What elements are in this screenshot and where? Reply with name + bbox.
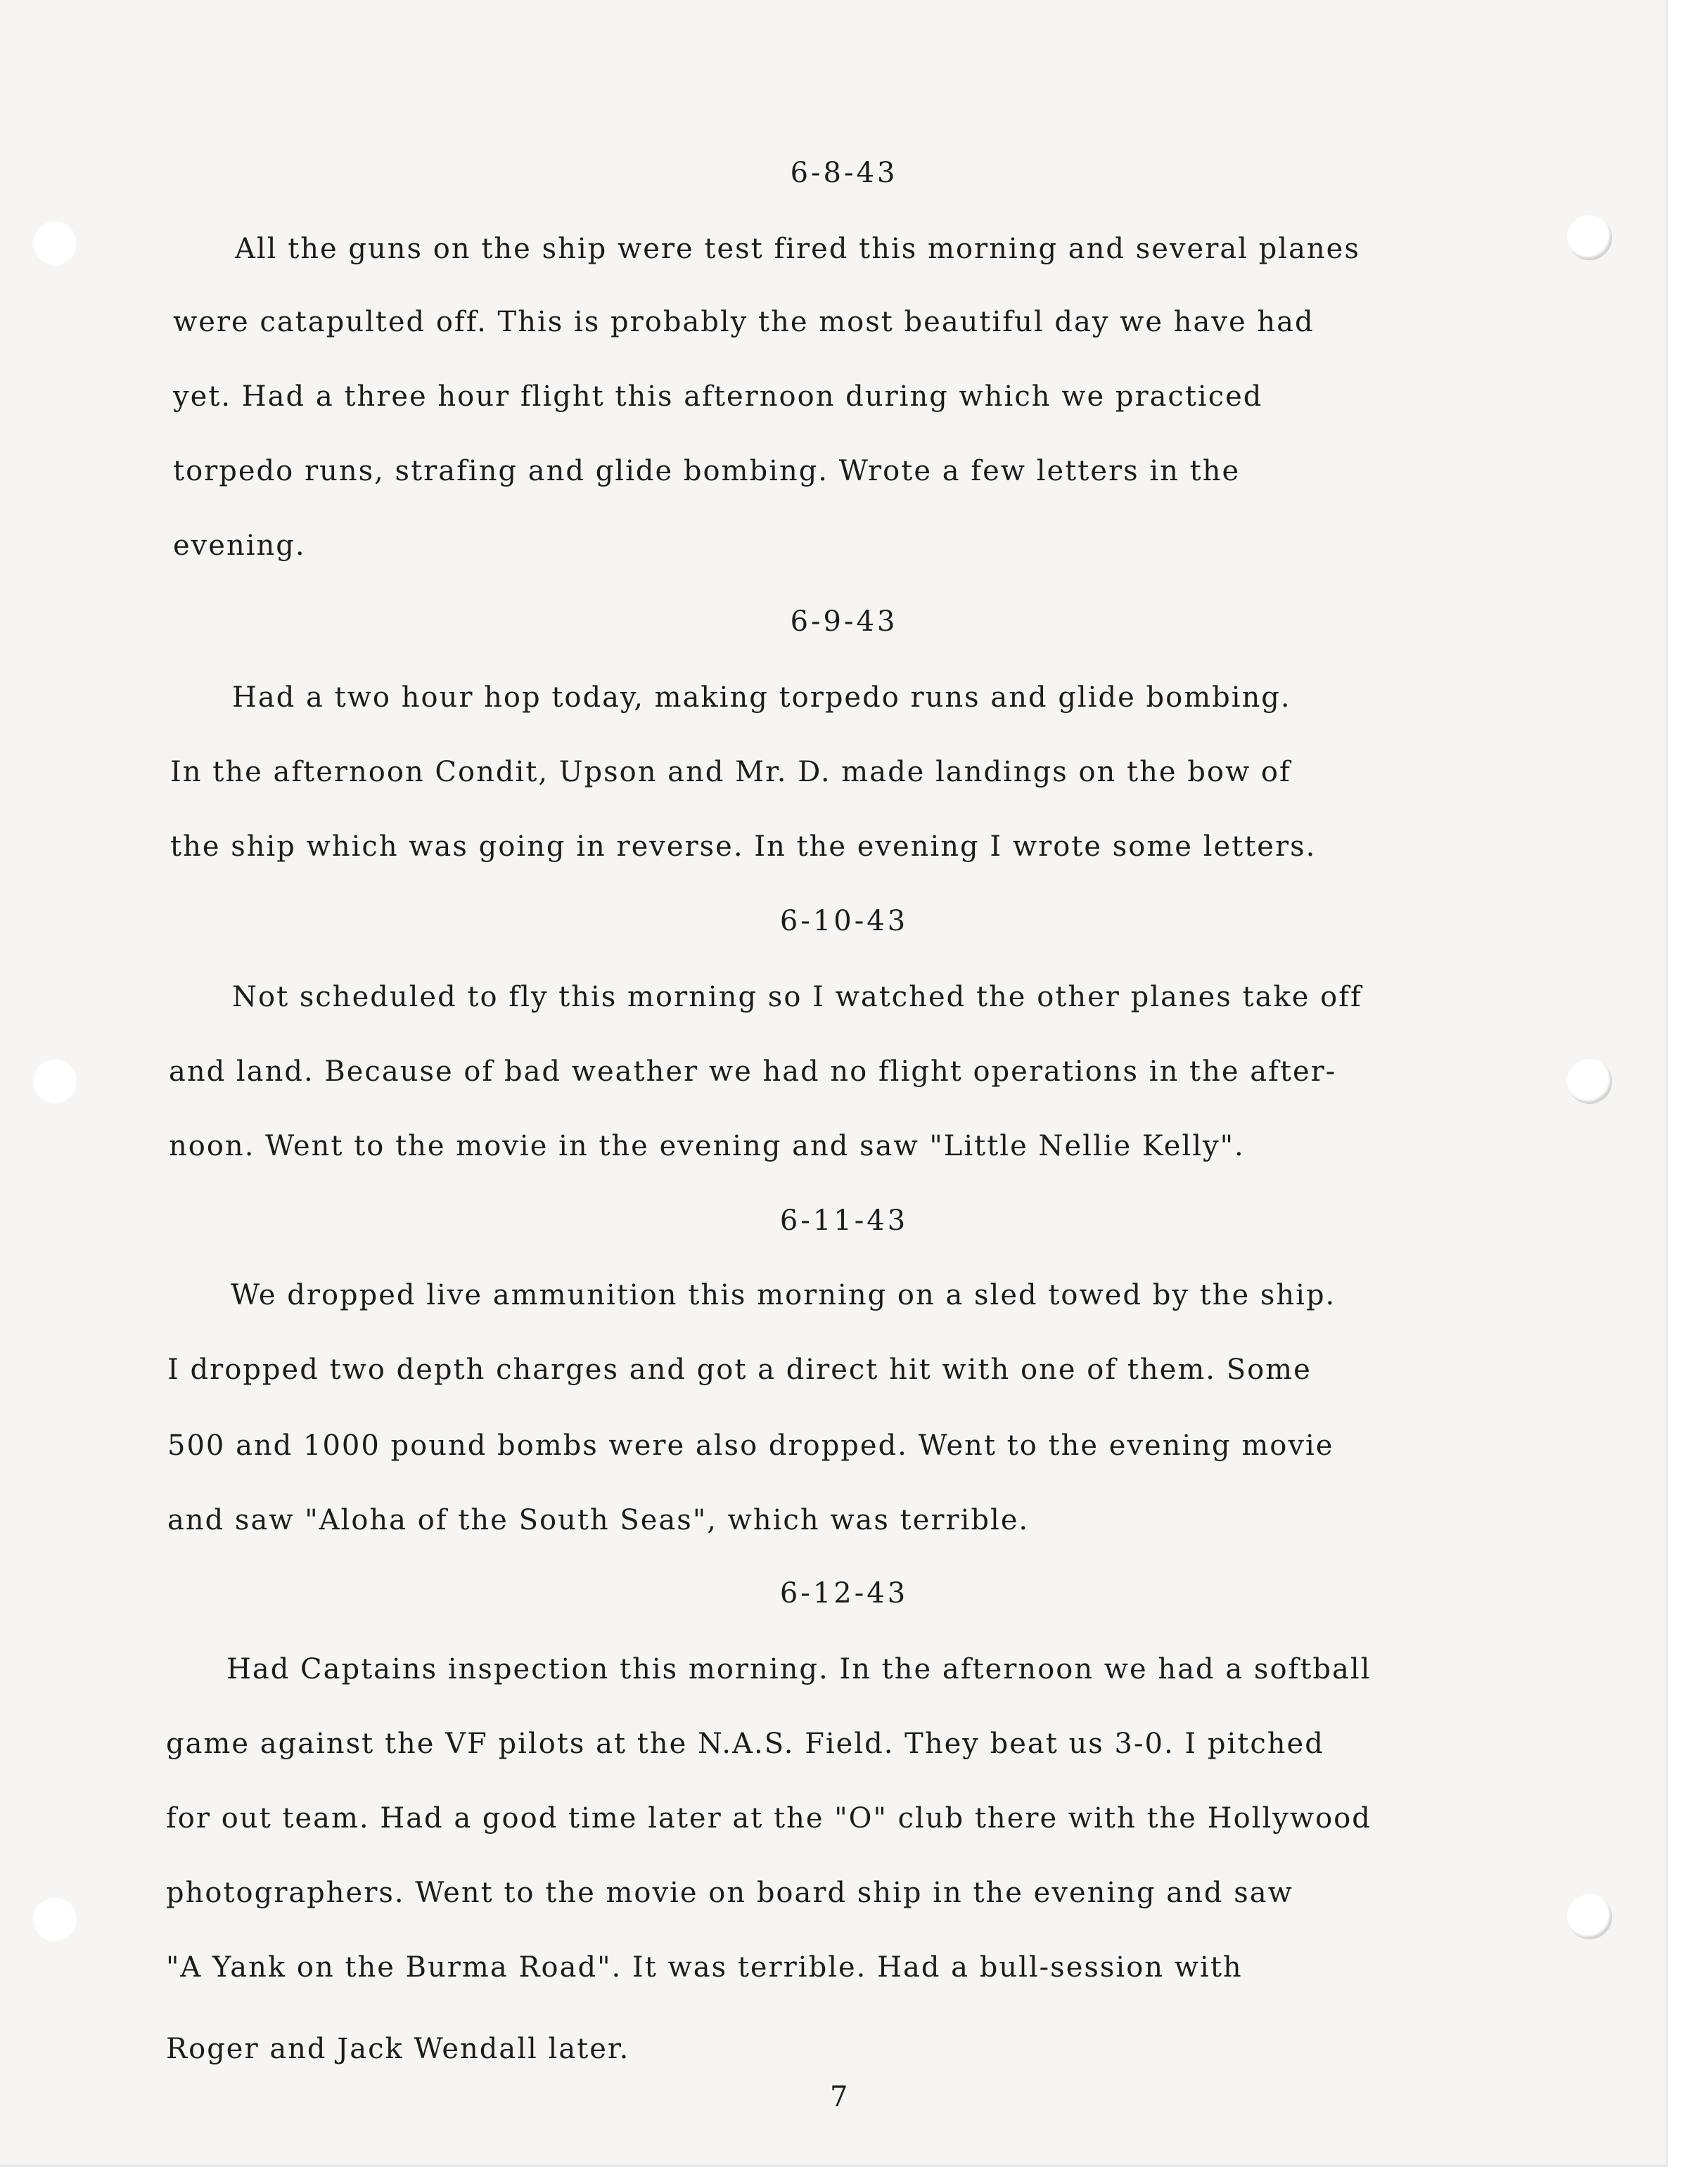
entry-line: Had a two hour hop today, making torpedo runs and glide bombing. (232, 681, 1291, 714)
entry-line: 500 and 1000 pound bombs were also dropped. Went to the evening movie (167, 1430, 1334, 1462)
entry-line: We dropped live ammunition this morning on a sled towed by the ship. (231, 1279, 1336, 1311)
entry-line: photographers. Went to the movie on board ship in the evening and saw (166, 1877, 1293, 1909)
entry-line: Roger and Jack Wendall later. (166, 2033, 630, 2065)
entry-line: I dropped two depth charges and got a direct hit with one of them. Some (167, 1354, 1312, 1386)
entry-line: In the afternoon Condit, Upson and Mr. D. made landings on the bow of (170, 756, 1291, 788)
entry-line: Not scheduled to fly this morning so I watched the other planes take off (232, 981, 1362, 1013)
entry-line: All the guns on the ship were test fired this morning and several planes (235, 233, 1360, 265)
punch-hole-right-top (1567, 215, 1612, 260)
punch-hole-left-top (32, 221, 77, 266)
entry-line: yet. Had a three hour flight this afternoon during which we practiced (173, 380, 1263, 413)
entry-line: game against the VF pilots at the N.A.S. Field. They beat us 3-0. I pitched (166, 1728, 1324, 1760)
entry-line: for out team. Had a good time later at the "O" club there with the Hollywood (166, 1802, 1372, 1835)
entry-line: were catapulted off. This is probably the most beautiful day we have had (173, 306, 1315, 338)
entry-date: 6-8-43 (790, 157, 898, 189)
punch-hole-left-bottom (32, 1897, 77, 1942)
entry-date: 6-9-43 (790, 605, 898, 638)
entry-line: the ship which was going in reverse. In the evening I wrote some letters. (170, 830, 1317, 863)
entry-line: torpedo runs, strafing and glide bombing. Wrote a few letters in the (173, 455, 1241, 487)
punch-hole-right-middle (1567, 1059, 1612, 1104)
entry-date: 6-11-43 (779, 1205, 909, 1237)
punch-hole-left-middle (32, 1059, 77, 1104)
punch-hole-right-bottom (1567, 1894, 1612, 1939)
entry-date: 6-12-43 (779, 1577, 909, 1610)
entry-line: noon. Went to the movie in the evening and saw "Little Nellie Kelly". (169, 1130, 1245, 1162)
entry-date: 6-10-43 (779, 905, 909, 937)
entry-line: Had Captains inspection this morning. In the afternoon we had a softball (226, 1653, 1372, 1685)
entry-line: and saw "Aloha of the South Seas", which was terrible. (167, 1504, 1030, 1536)
entry-line: and land. Because of bad weather we had no flight operations in the after- (169, 1055, 1337, 1088)
entry-line: evening. (173, 529, 306, 562)
page-number: 7 (830, 2081, 848, 2113)
entry-line: "A Yank on the Burma Road". It was terrible. Had a bull-session with (166, 1951, 1243, 1984)
